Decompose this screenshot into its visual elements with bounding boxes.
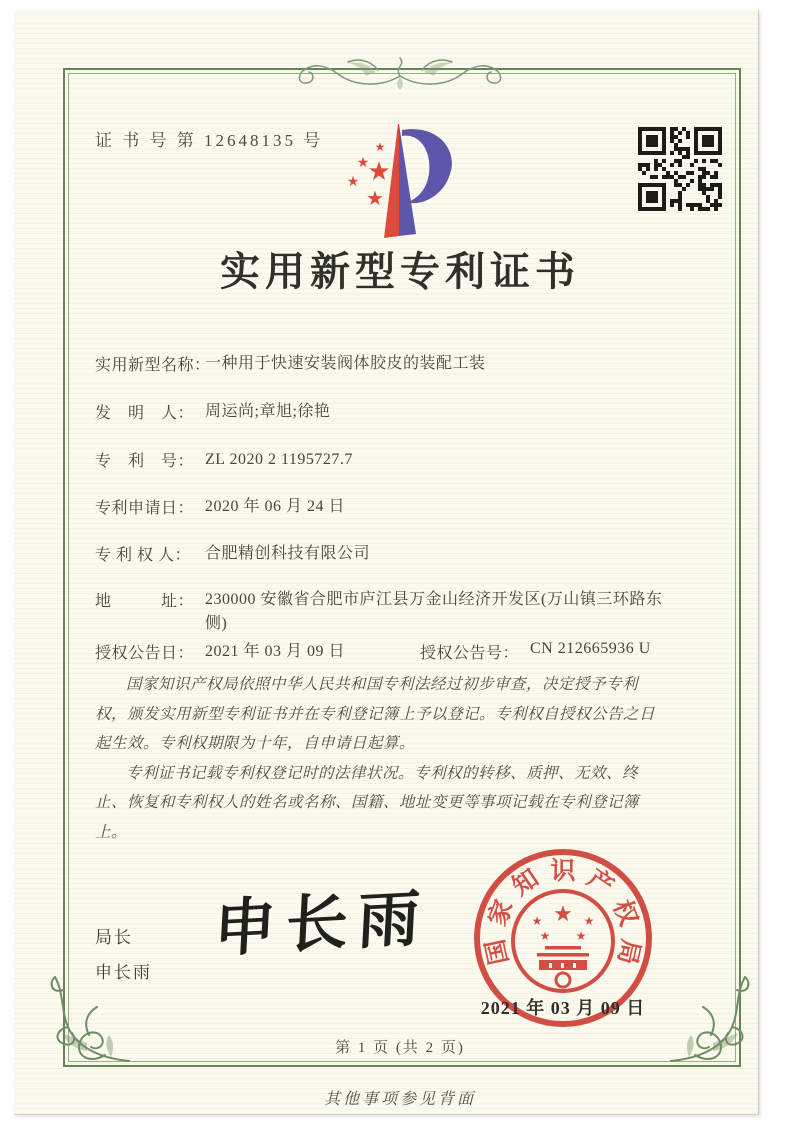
grant-number-value: CN 212665936 U (530, 640, 651, 657)
cnipa-logo-icon (328, 110, 480, 250)
seal-date: 2021 年 03 月 09 日 (480, 998, 646, 1018)
field-label: 实用新型名称： (95, 357, 211, 374)
field-value: 230000 安徽省合肥市庐江县万金山经济开发区(万山镇三环路东侧) (205, 591, 663, 632)
svg-text:★: ★ (553, 901, 573, 926)
field-row-patentee (95, 542, 695, 565)
certificate-number: 证 书 号 第 12648135 号 (95, 131, 324, 150)
director-title: 局长 (95, 928, 133, 947)
field-row-inventors (95, 400, 695, 423)
svg-text:★: ★ (583, 914, 595, 928)
field-row-name (95, 352, 695, 375)
svg-text:产: 产 (582, 864, 619, 902)
legal-text-block (95, 670, 657, 847)
certificate-paper (14, 10, 759, 1115)
director-name: 申长雨 (95, 963, 152, 982)
field-value: 周运尚;章旭;徐艳 (205, 403, 331, 420)
top-scroll-ornament-icon (280, 46, 520, 94)
svg-text:局: 局 (612, 936, 644, 967)
svg-text:★: ★ (531, 914, 543, 928)
page-number: 第 1 页 (共 2 页) (335, 1040, 465, 1056)
field-row-filing-date (95, 495, 695, 518)
svg-text:★: ★ (367, 157, 391, 186)
grant-date-label: 授权公告日： (95, 645, 195, 662)
field-label: 地 址： (95, 593, 195, 610)
svg-text:国: 国 (482, 936, 514, 967)
field-row-patent-number (95, 448, 695, 471)
field-value: 2020 年 06 月 24 日 (205, 498, 346, 515)
svg-text:★: ★ (356, 156, 370, 171)
certificate-title: 实用新型专利证书 (220, 249, 580, 294)
qr-code (638, 127, 722, 211)
svg-text:★: ★ (539, 929, 551, 943)
field-label: 专 利 号： (95, 453, 195, 470)
national-emblem-icon (513, 891, 613, 991)
grant-number-label: 授权公告号： (420, 645, 520, 662)
legal-paragraph-1: 国家知识产权局依照中华人民共和国专利法经过初步审查，决定授予专利权，颁发实用新型专利证书并在专利登记簿上予以登记。专利权自授权公告之日起生效。专利权期限为十年，自申请日起算。 (95, 676, 656, 752)
svg-text:★: ★ (374, 140, 386, 154)
field-label: 发 明 人： (95, 405, 195, 422)
director-block (95, 920, 152, 990)
svg-text:★: ★ (346, 175, 360, 190)
grant-date-value: 2021 年 03 月 09 日 (205, 643, 346, 660)
director-signature: 申长雨 (212, 884, 432, 965)
svg-text:家: 家 (484, 896, 519, 930)
svg-text:★: ★ (366, 188, 384, 210)
svg-text:识: 识 (550, 858, 576, 885)
field-label: 专利申请日： (95, 500, 195, 517)
svg-text:★: ★ (575, 929, 587, 943)
field-label: 专 利 权 人： (95, 547, 192, 564)
field-value: 一种用于快速安装阀体胶皮的装配工装 (205, 355, 486, 372)
legal-paragraph-2: 专利证书记载专利权登记时的法律状况。专利权的转移、质押、无效、终止、恢复和专利权人的姓名或名称、国籍、地址变更等事项记载在专利登记簿上。 (95, 764, 640, 841)
field-value: 合肥精创科技有限公司 (205, 545, 371, 562)
field-value: ZL 2020 2 1195727.7 (205, 451, 353, 468)
field-row-address (95, 588, 695, 632)
field-row-grant (95, 640, 695, 663)
svg-text:权: 权 (607, 896, 642, 930)
svg-text:知: 知 (507, 864, 544, 902)
back-side-note: 其他事项参见背面 (323, 1091, 476, 1108)
